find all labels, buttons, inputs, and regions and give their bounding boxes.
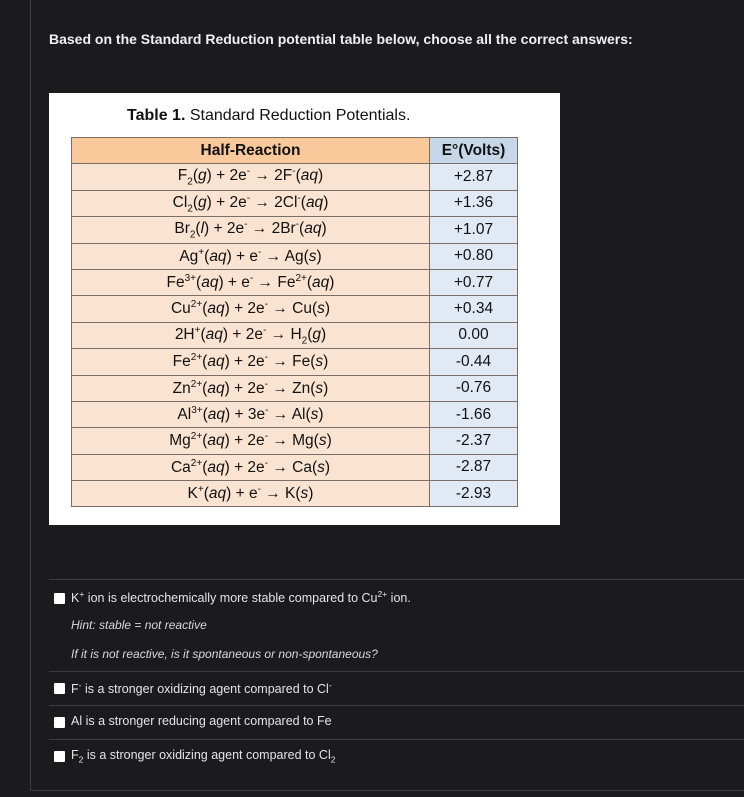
potential-cell: +1.07 <box>430 217 518 243</box>
option-divider <box>49 579 744 580</box>
table-row <box>72 217 518 243</box>
table-row <box>72 322 518 348</box>
table-row <box>72 428 518 454</box>
table-header-row <box>72 138 518 164</box>
half-reaction-cell: $Zn^{2+}(aq) + 2e^- \to Zn(s)$ <box>72 375 430 401</box>
option-1-checkbox[interactable] <box>54 593 65 604</box>
half-reaction-cell: $Cu^{2+}(aq) + 2e^- \to Cu(s)$ <box>72 296 430 322</box>
option-1-label: K+ ion is electrochemically more stable compared to $Cu^{2+}$ ion. <box>71 589 411 606</box>
question-prompt: Based on the Standard Reduction potential table below, choose all the correct answers: <box>49 31 633 47</box>
potential-cell: -2.87 <box>430 454 518 480</box>
reduction-potential-table <box>71 137 518 507</box>
table-caption <box>49 107 560 125</box>
half-reaction-cell: $Mg^{2+}(aq) + 2e^- \to Mg(s)$ <box>72 428 430 454</box>
option-divider <box>49 739 744 740</box>
reduction-potential-table-image <box>49 93 560 525</box>
header-potential: E°(Volts) <box>430 138 518 164</box>
potential-cell: 0.00 <box>430 322 518 348</box>
table-row <box>72 243 518 269</box>
half-reaction-cell: $F_2(g) + 2e^- \to 2F^-(aq)$ <box>72 164 430 190</box>
potential-cell: -0.44 <box>430 349 518 375</box>
option-1-hint: Hint: stable = not reactive <box>71 618 207 632</box>
half-reaction-cell: $Fe^{3+}(aq) + e^- \to Fe^{2+}(aq)$ <box>72 269 430 295</box>
potential-cell: +0.80 <box>430 243 518 269</box>
table-row <box>72 481 518 507</box>
potential-cell: -2.93 <box>430 481 518 507</box>
potential-cell: +0.34 <box>430 296 518 322</box>
half-reaction-cell: $Ca^{2+}(aq) + 2e^- \to Ca(s)$ <box>72 454 430 480</box>
option-3-label: Al is a stronger reducing agent compared to Fe <box>71 714 332 728</box>
table-row <box>72 454 518 480</box>
table-row <box>72 190 518 216</box>
potential-cell: +0.77 <box>430 269 518 295</box>
half-reaction-cell: $Cl_2(g) + 2e^- \to 2Cl^-(aq)$ <box>72 190 430 216</box>
option-3-checkbox[interactable] <box>54 717 65 728</box>
table-caption-text: Standard Reduction Potentials. <box>185 107 411 124</box>
potential-cell: -0.76 <box>430 375 518 401</box>
option-4-checkbox[interactable] <box>54 751 65 762</box>
table-row <box>72 375 518 401</box>
option-divider <box>49 671 744 672</box>
table-row <box>72 296 518 322</box>
potential-cell: -2.37 <box>430 428 518 454</box>
table-caption-label: Table 1. <box>127 107 186 124</box>
table-row <box>72 401 518 427</box>
half-reaction-cell: $Al^{3+}(aq) + 3e^- \to Al(s)$ <box>72 401 430 427</box>
table-row <box>72 164 518 190</box>
half-reaction-cell: $Fe^{2+}(aq) + 2e^- \to Fe(s)$ <box>72 349 430 375</box>
header-half-reaction: Half-Reaction <box>72 138 430 164</box>
potential-cell: +1.36 <box>430 190 518 216</box>
option-1-hint-question: If it is not reactive, is it spontaneous or non-spontaneous? <box>71 647 378 661</box>
half-reaction-cell: $2H^+(aq) + 2e^- \to H_2(g)$ <box>72 322 430 348</box>
option-2-checkbox[interactable] <box>54 683 65 694</box>
table-row <box>72 269 518 295</box>
half-reaction-cell: Ag+(aq) + e- → Ag(s) <box>72 243 430 269</box>
potential-cell: +2.87 <box>430 164 518 190</box>
half-reaction-cell: K+(aq) + e- → K(s) <box>72 481 430 507</box>
potential-cell: -1.66 <box>430 401 518 427</box>
option-2-label: F- is a stronger oxidizing agent compared to Cl- <box>71 680 332 697</box>
table-row <box>72 349 518 375</box>
option-divider <box>49 705 744 706</box>
option-4-label: $F_2$ is a stronger oxidizing agent compared to $Cl_2$ <box>71 748 336 765</box>
half-reaction-cell: $Br_2(l) + 2e^- \to 2Br^-(aq)$ <box>72 217 430 243</box>
